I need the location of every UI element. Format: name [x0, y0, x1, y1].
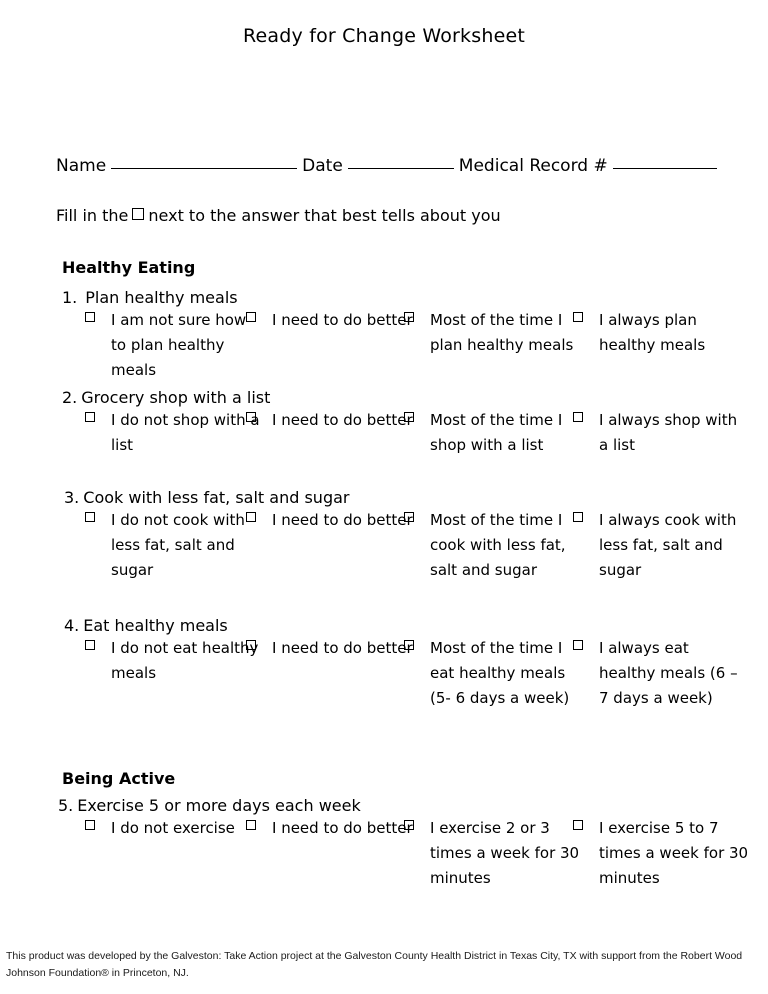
answer-option[interactable]: [85, 508, 261, 583]
answer-option-label: I need to do better: [272, 411, 413, 429]
empty-checkbox-icon[interactable]: [85, 640, 95, 650]
page-title: Ready for Change Worksheet: [242, 25, 526, 47]
answer-option[interactable]: [573, 508, 749, 583]
answer-option[interactable]: [404, 816, 580, 891]
answer-option-label: I need to do better: [272, 511, 413, 529]
answer-option[interactable]: [404, 508, 580, 583]
answer-option-label: I do not eat healthy meals: [111, 639, 259, 682]
empty-checkbox-icon[interactable]: [85, 412, 95, 422]
answer-option[interactable]: [246, 636, 422, 661]
answer-option-label: I always plan healthy meals: [599, 311, 706, 354]
answer-option[interactable]: [573, 816, 749, 891]
footer-credit: This product was developed by the Galveston: Take Action project at the Galveston County Health District in Texas City, TX with support from the Robert Wood Johnson Foundation® in Princeton, NJ.: [6, 950, 743, 979]
empty-checkbox-icon[interactable]: [85, 512, 95, 522]
empty-checkbox-icon[interactable]: [404, 820, 414, 830]
empty-checkbox-icon: [132, 208, 144, 220]
answer-option[interactable]: [404, 308, 580, 358]
empty-checkbox-icon[interactable]: [246, 312, 256, 322]
section-heading: Being Active: [62, 769, 176, 788]
answer-option[interactable]: [246, 308, 422, 333]
answer-option-label: Most of the time I eat healthy meals (5- 6 days a week): [430, 639, 570, 707]
empty-checkbox-icon[interactable]: [85, 820, 95, 830]
empty-checkbox-icon[interactable]: [573, 820, 583, 830]
instruction-text-before: Fill in the: [56, 206, 129, 225]
answer-option[interactable]: [573, 408, 749, 458]
question-prompt: [64, 616, 228, 635]
question-prompt: [64, 488, 349, 507]
question-number: 5.: [58, 796, 74, 815]
answer-option[interactable]: [85, 816, 261, 841]
instruction-text-after: next to the answer that best tells about you: [148, 206, 501, 225]
empty-checkbox-icon[interactable]: [404, 412, 414, 422]
answer-option-label: I need to do better: [272, 311, 413, 329]
question-prompt: [62, 288, 238, 307]
answer-option[interactable]: [404, 636, 580, 711]
question-prompt: [62, 388, 270, 407]
name-label: Name: [56, 156, 107, 176]
empty-checkbox-icon[interactable]: [404, 640, 414, 650]
answer-option[interactable]: [246, 408, 422, 433]
question-number: 4.: [64, 616, 80, 635]
answer-option[interactable]: [573, 308, 749, 358]
answer-option[interactable]: [404, 408, 580, 458]
answer-option[interactable]: [246, 508, 422, 533]
answer-option-label: I always eat healthy meals (6 – 7 days a week): [599, 639, 738, 707]
question-text: Cook with less fat, salt and sugar: [83, 488, 350, 507]
date-label: Date: [302, 156, 343, 176]
question-text: Exercise 5 or more days each week: [77, 796, 361, 815]
answer-option[interactable]: [246, 816, 422, 841]
name-write-in-field[interactable]: [111, 168, 297, 169]
answer-option-label: I need to do better: [272, 819, 413, 837]
question-number: 3.: [64, 488, 80, 507]
medical-record-label: Medical Record #: [458, 156, 608, 176]
instruction-line: [56, 206, 501, 225]
empty-checkbox-icon[interactable]: [85, 312, 95, 322]
question-number: 2.: [62, 388, 78, 407]
answer-option-label: I exercise 5 to 7 times a week for 30 minutes: [599, 819, 749, 887]
empty-checkbox-icon[interactable]: [404, 512, 414, 522]
answer-option[interactable]: [573, 636, 749, 711]
answer-option-label: I always shop with a list: [599, 411, 738, 454]
answer-option-label: I do not shop with a list: [111, 411, 260, 454]
identity-line: [56, 156, 722, 176]
question-text: Grocery shop with a list: [81, 388, 271, 407]
answer-option-label: Most of the time I plan healthy meals: [430, 311, 574, 354]
medical-record-write-in-field[interactable]: [613, 168, 717, 169]
answer-option[interactable]: [85, 636, 261, 686]
empty-checkbox-icon[interactable]: [573, 512, 583, 522]
answer-option-label: I exercise 2 or 3 times a week for 30 minutes: [430, 819, 580, 887]
empty-checkbox-icon[interactable]: [573, 640, 583, 650]
question-prompt: [58, 796, 361, 815]
date-write-in-field[interactable]: [348, 168, 454, 169]
empty-checkbox-icon[interactable]: [246, 512, 256, 522]
answer-option-label: I am not sure how to plan healthy meals: [111, 311, 247, 379]
answer-option-label: I always cook with less fat, salt and sugar: [599, 511, 737, 579]
answer-option[interactable]: [85, 408, 261, 458]
answer-option-label: Most of the time I cook with less fat, salt and sugar: [430, 511, 566, 579]
empty-checkbox-icon[interactable]: [246, 412, 256, 422]
answer-option-label: Most of the time I shop with a list: [430, 411, 563, 454]
empty-checkbox-icon[interactable]: [246, 640, 256, 650]
question-text: Plan healthy meals: [85, 288, 238, 307]
section-heading: Healthy Eating: [62, 258, 196, 277]
answer-option-label: I do not exercise: [111, 819, 235, 837]
answer-option[interactable]: [85, 308, 261, 383]
empty-checkbox-icon[interactable]: [573, 312, 583, 322]
answer-option-label: I do not cook with less fat, salt and sugar: [111, 511, 245, 579]
question-number: 1.: [62, 288, 78, 307]
empty-checkbox-icon[interactable]: [246, 820, 256, 830]
empty-checkbox-icon[interactable]: [573, 412, 583, 422]
question-text: Eat healthy meals: [83, 616, 228, 635]
answer-option-label: I need to do better: [272, 639, 413, 657]
empty-checkbox-icon[interactable]: [404, 312, 414, 322]
